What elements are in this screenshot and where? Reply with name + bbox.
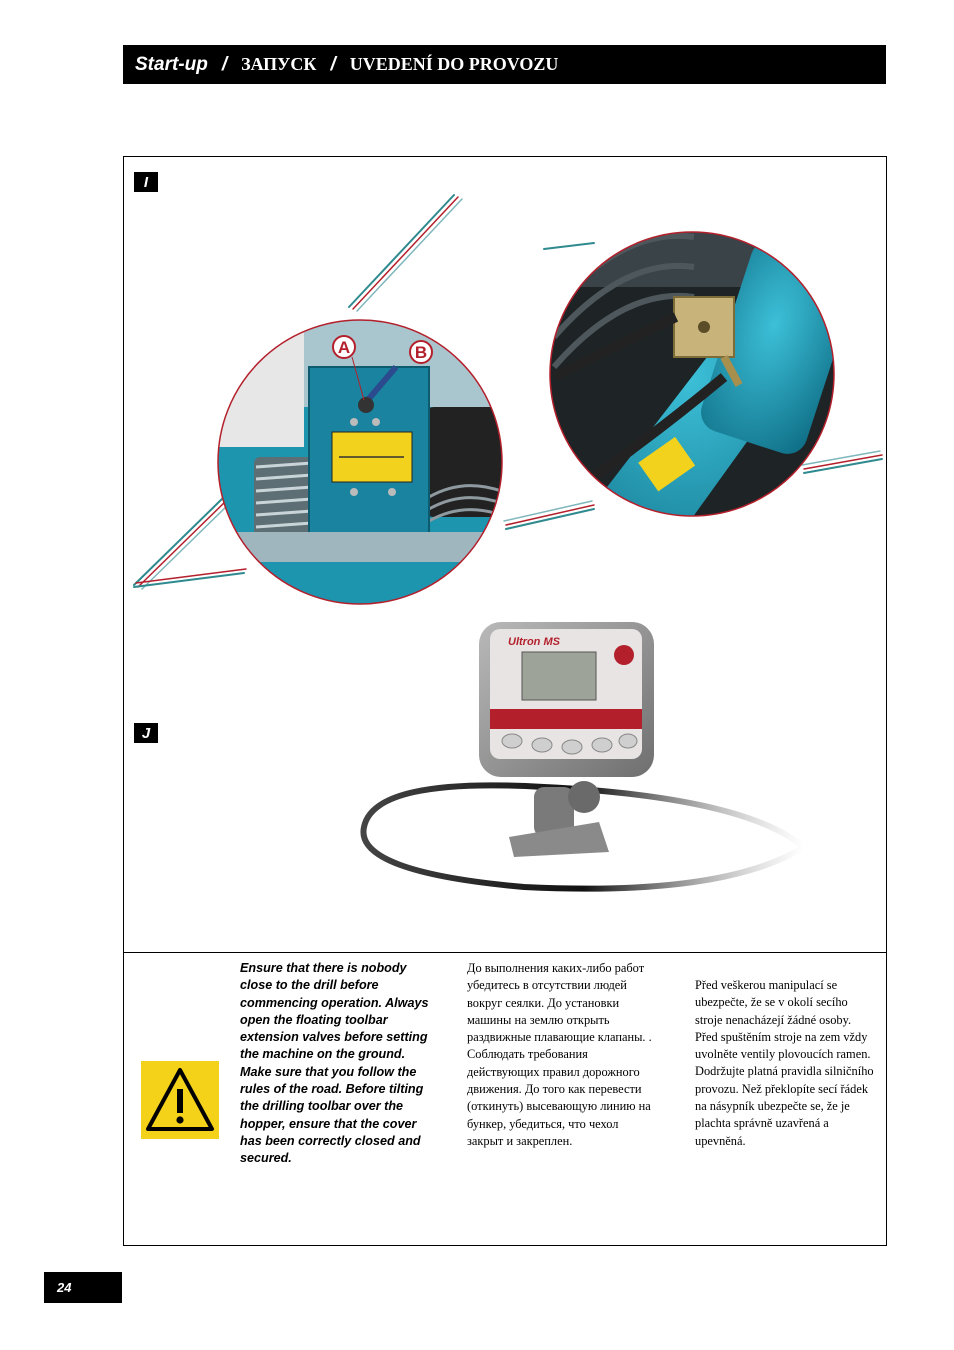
callout-b [410,341,432,363]
section-i-badge: I [134,172,158,192]
header-title-en: Start-up [135,53,208,75]
header-title-ru: ЗАПУСК [241,54,317,74]
header-title-cz: UVEDENÍ DO PROVOZU [349,54,559,74]
warning-text-cz [695,977,875,1150]
warning-text-cz-part2: Před spuštěním stroje na zem vždy uvolněte ventily plovoucích ramen. Dodržujte platná pravidla silničního provozu. Než překlopíte secí řádek na násypník ubezpečte se, že je plachta správně uzavřená a upevněná. [695,1029,874,1148]
header-separator: / [221,53,228,75]
callout-a-label: A [337,338,351,357]
monitor-brand: Ultron MS [508,636,560,648]
ultron-monitor [363,622,804,889]
header-bar [123,45,886,84]
warning-text-cz-part1: Před veškerou manipulací se ubezpečte, že se v okolí secího stroje nenacházejí žádné osoby. [695,978,852,1027]
callout-b-label: B [414,343,428,362]
warning-text-ru: До выполнения каких-либо работ убедитесь в отсутствии людей вокруг сеялки. До установки машины на землю открыть раздвижные плавающие клапаны. . Соблюдать требования действующих правил дорожного движения. До того как перевести (откинуть) высевающую линию на бункер, убедиться, что чехол закрыт и закреплен. [467,961,652,1148]
header-separator: / [330,53,336,75]
photo-hydraulic-valve [544,227,862,557]
section-j-badge: J [134,723,158,743]
frame-divider [123,952,887,953]
illustration-area [124,157,886,951]
warning-triangle-icon [141,1061,219,1139]
warning-text-en: Ensure that there is nobody close to the drill before commencing operation. Always open the floating toolbar extension valves before setting the machine on the ground. Make sure that you follow the rules of the road. Before tilting the drilling toolbar over the hopper, ensure that the cover has been correctly closed and secured. [240,961,429,1166]
page-number: 24 [44,1272,122,1303]
